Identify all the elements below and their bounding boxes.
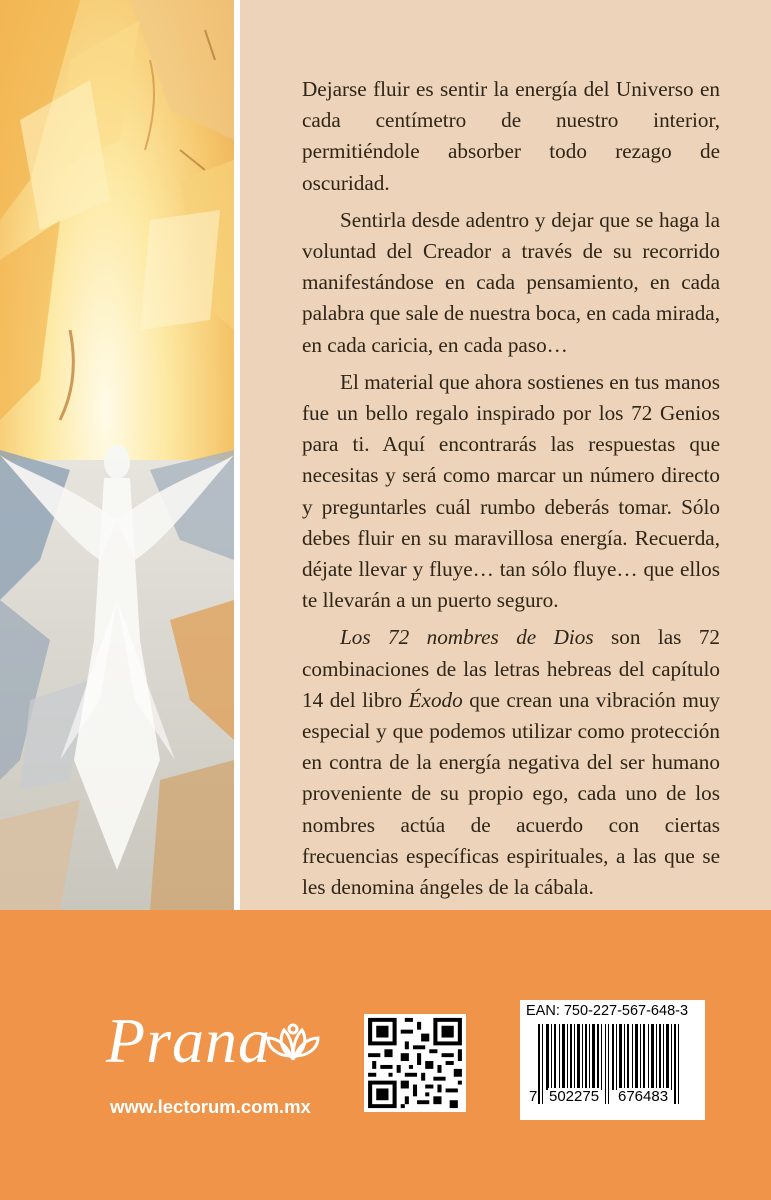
- publisher-logo: [106, 1000, 326, 1080]
- paragraph-4-part-2: que crean una vibración muy especial y que podemos utilizar como protección en contra de la energía negativa del ser humano proveniente de su propio ego, cada uno de los nombres actúa de acuerdo con ciertas frecuencias específicas espirituales, a las que se les denomina ángeles de la cábala.: [302, 687, 720, 900]
- qr-code-graphic: [364, 1014, 466, 1112]
- ean-label: EAN: 750-227-567-648-3: [526, 1003, 689, 1019]
- publisher-name: Prana: [106, 1005, 271, 1076]
- back-cover-text: [302, 74, 720, 909]
- exodo-italic: Éxodo: [408, 687, 463, 712]
- barcode-first-digit: 7: [529, 1088, 538, 1105]
- barcode-left-digits: 502275: [549, 1088, 600, 1105]
- website-link[interactable]: www.lectorum.com.mx: [110, 1096, 311, 1117]
- barcode-right-digits: 676483: [618, 1088, 669, 1105]
- paragraph-3: El material que ahora sostienes en tus manos fue un bello regalo inspirado por los 72 Genios para ti. Aquí encontrarás las respuestas que necesitas y será como marcar un número directo y preguntarles cuál rumbo deberás tomar. Sólo debes fluir en su maravillosa energía. Recuerda, déjate llevar y fluye… tan sólo fluye… que ellos te llevarán a un puerto seguro.: [302, 369, 720, 613]
- paragraph-4-part-1: son las 72 combinaciones de las letras hebreas del capítulo 14 del libro: [302, 625, 721, 712]
- qr-code: [364, 1014, 466, 1112]
- cover-artwork: [0, 0, 234, 910]
- book-title-italic: Los 72 nombres de Dios: [340, 625, 594, 650]
- paragraph-1: Dejarse fluir es sentir la energía del Universo en cada centímetro de nuestro interior, permitiéndole absorber todo rezago de oscuridad.: [302, 77, 720, 195]
- lotus-flower-icon: [264, 1022, 322, 1062]
- paragraph-4: [302, 622, 720, 903]
- paragraph-2: Sentirla desde adentro y dejar que se haga la voluntad del Creador a través de su recorrido manifestándose en cada pensamiento, en cada palabra que sale de nuestra boca, en cada mirada, en cada caricia, en cada paso…: [302, 207, 720, 357]
- angel-illustration: [0, 0, 234, 910]
